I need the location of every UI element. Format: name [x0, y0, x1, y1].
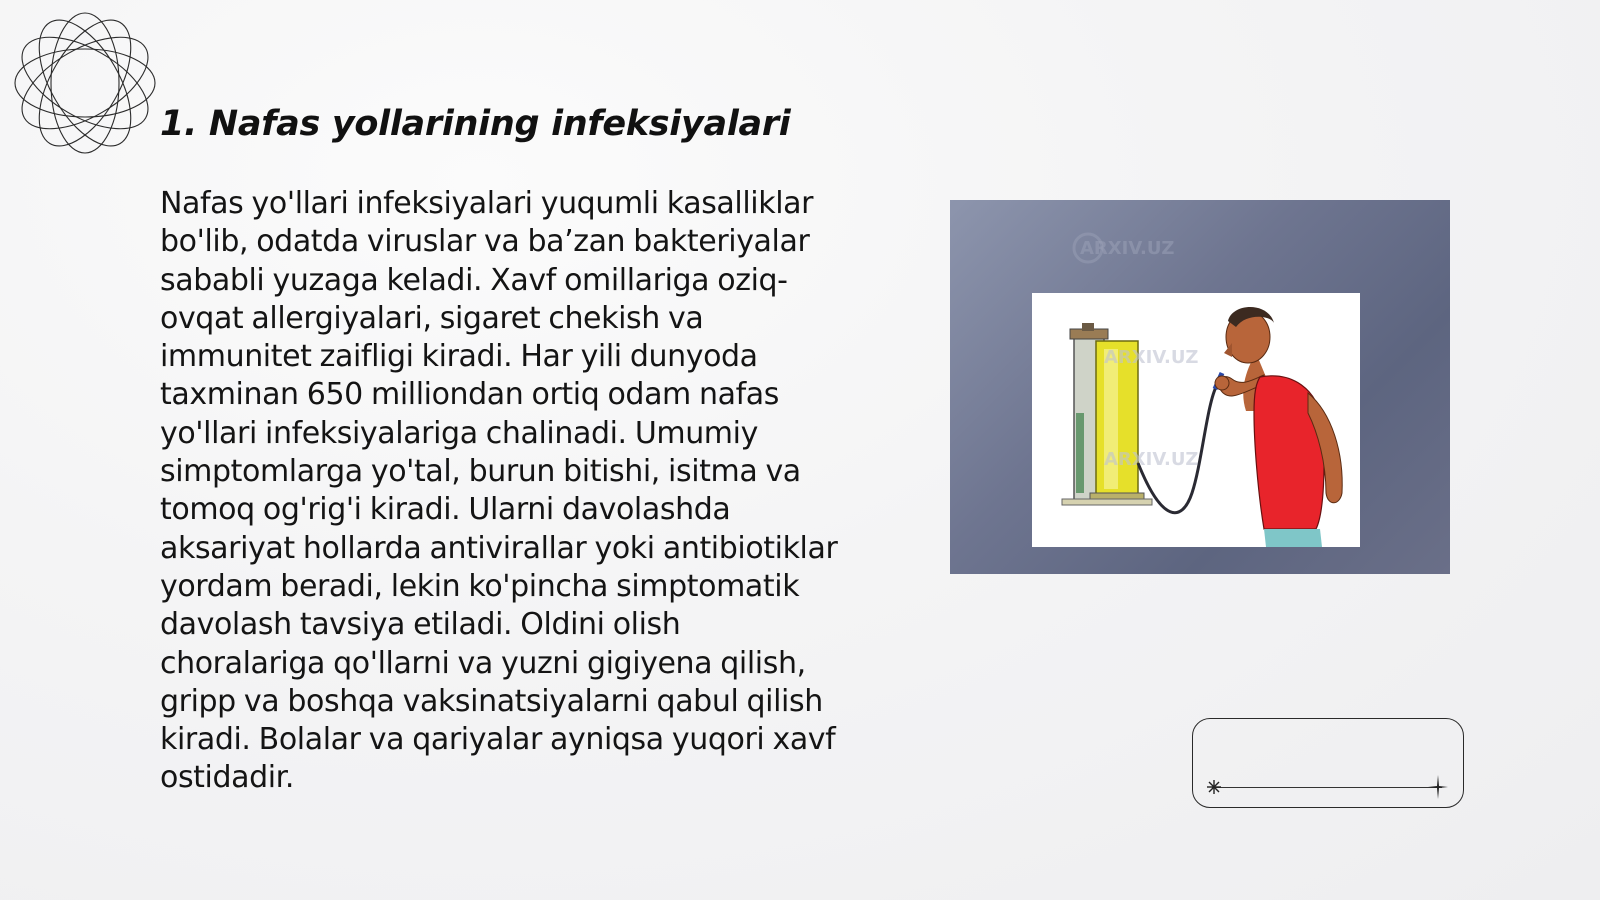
cross-star-icon	[1428, 775, 1448, 799]
circular-ornament-icon	[10, 8, 160, 158]
slide-title: 1. Nafas yollarining infeksiyalari	[160, 104, 791, 144]
decorative-rounded-box	[1192, 718, 1464, 808]
illustration-image	[1032, 293, 1360, 547]
sparkle-icon	[1206, 779, 1222, 795]
decorative-line	[1212, 787, 1442, 788]
svg-text:ARXIV.UZ: ARXIV.UZ	[1104, 347, 1199, 368]
illustration-frame	[950, 200, 1450, 574]
body-paragraph: Nafas yo'llari infeksiyalari yuqumli kasalliklar bo'lib, odatda viruslar va ba’zan bakteriyalar sababli yuzaga keladi. Xavf omillariga oziq-ovqat allergiyalari, sigaret chekish va immunitet zaifligi kiradi. Har yili dunyoda taxminan 650 milliondan ortiq odam nafas yo'llari infeksiyalariga chalinadi. Umumiy simptomlarga yo'tal, burun bitishi, isitma va tomoq og'rig'i kiradi. Ularni davolashda aksariyat hollarda antivirallar yoki antibiotiklar yordam beradi, lekin ko'pincha simptomatik davolash tavsiya etiladi. Oldini olish choralariga qo'llarni va yuzni gigiyena qilish, gripp va boshqa vaksinatsiyalarni qabul qilish kiradi. Bolalar va qariyalar ayniqsa yuqori xavf ostidadir.	[160, 186, 838, 796]
person-illustration	[1215, 307, 1342, 547]
breathing-test-illustration	[1032, 293, 1360, 547]
svg-text:ARXIV.UZ: ARXIV.UZ	[1104, 449, 1199, 470]
svg-text:ARXIV.UZ: ARXIV.UZ	[1080, 238, 1175, 259]
